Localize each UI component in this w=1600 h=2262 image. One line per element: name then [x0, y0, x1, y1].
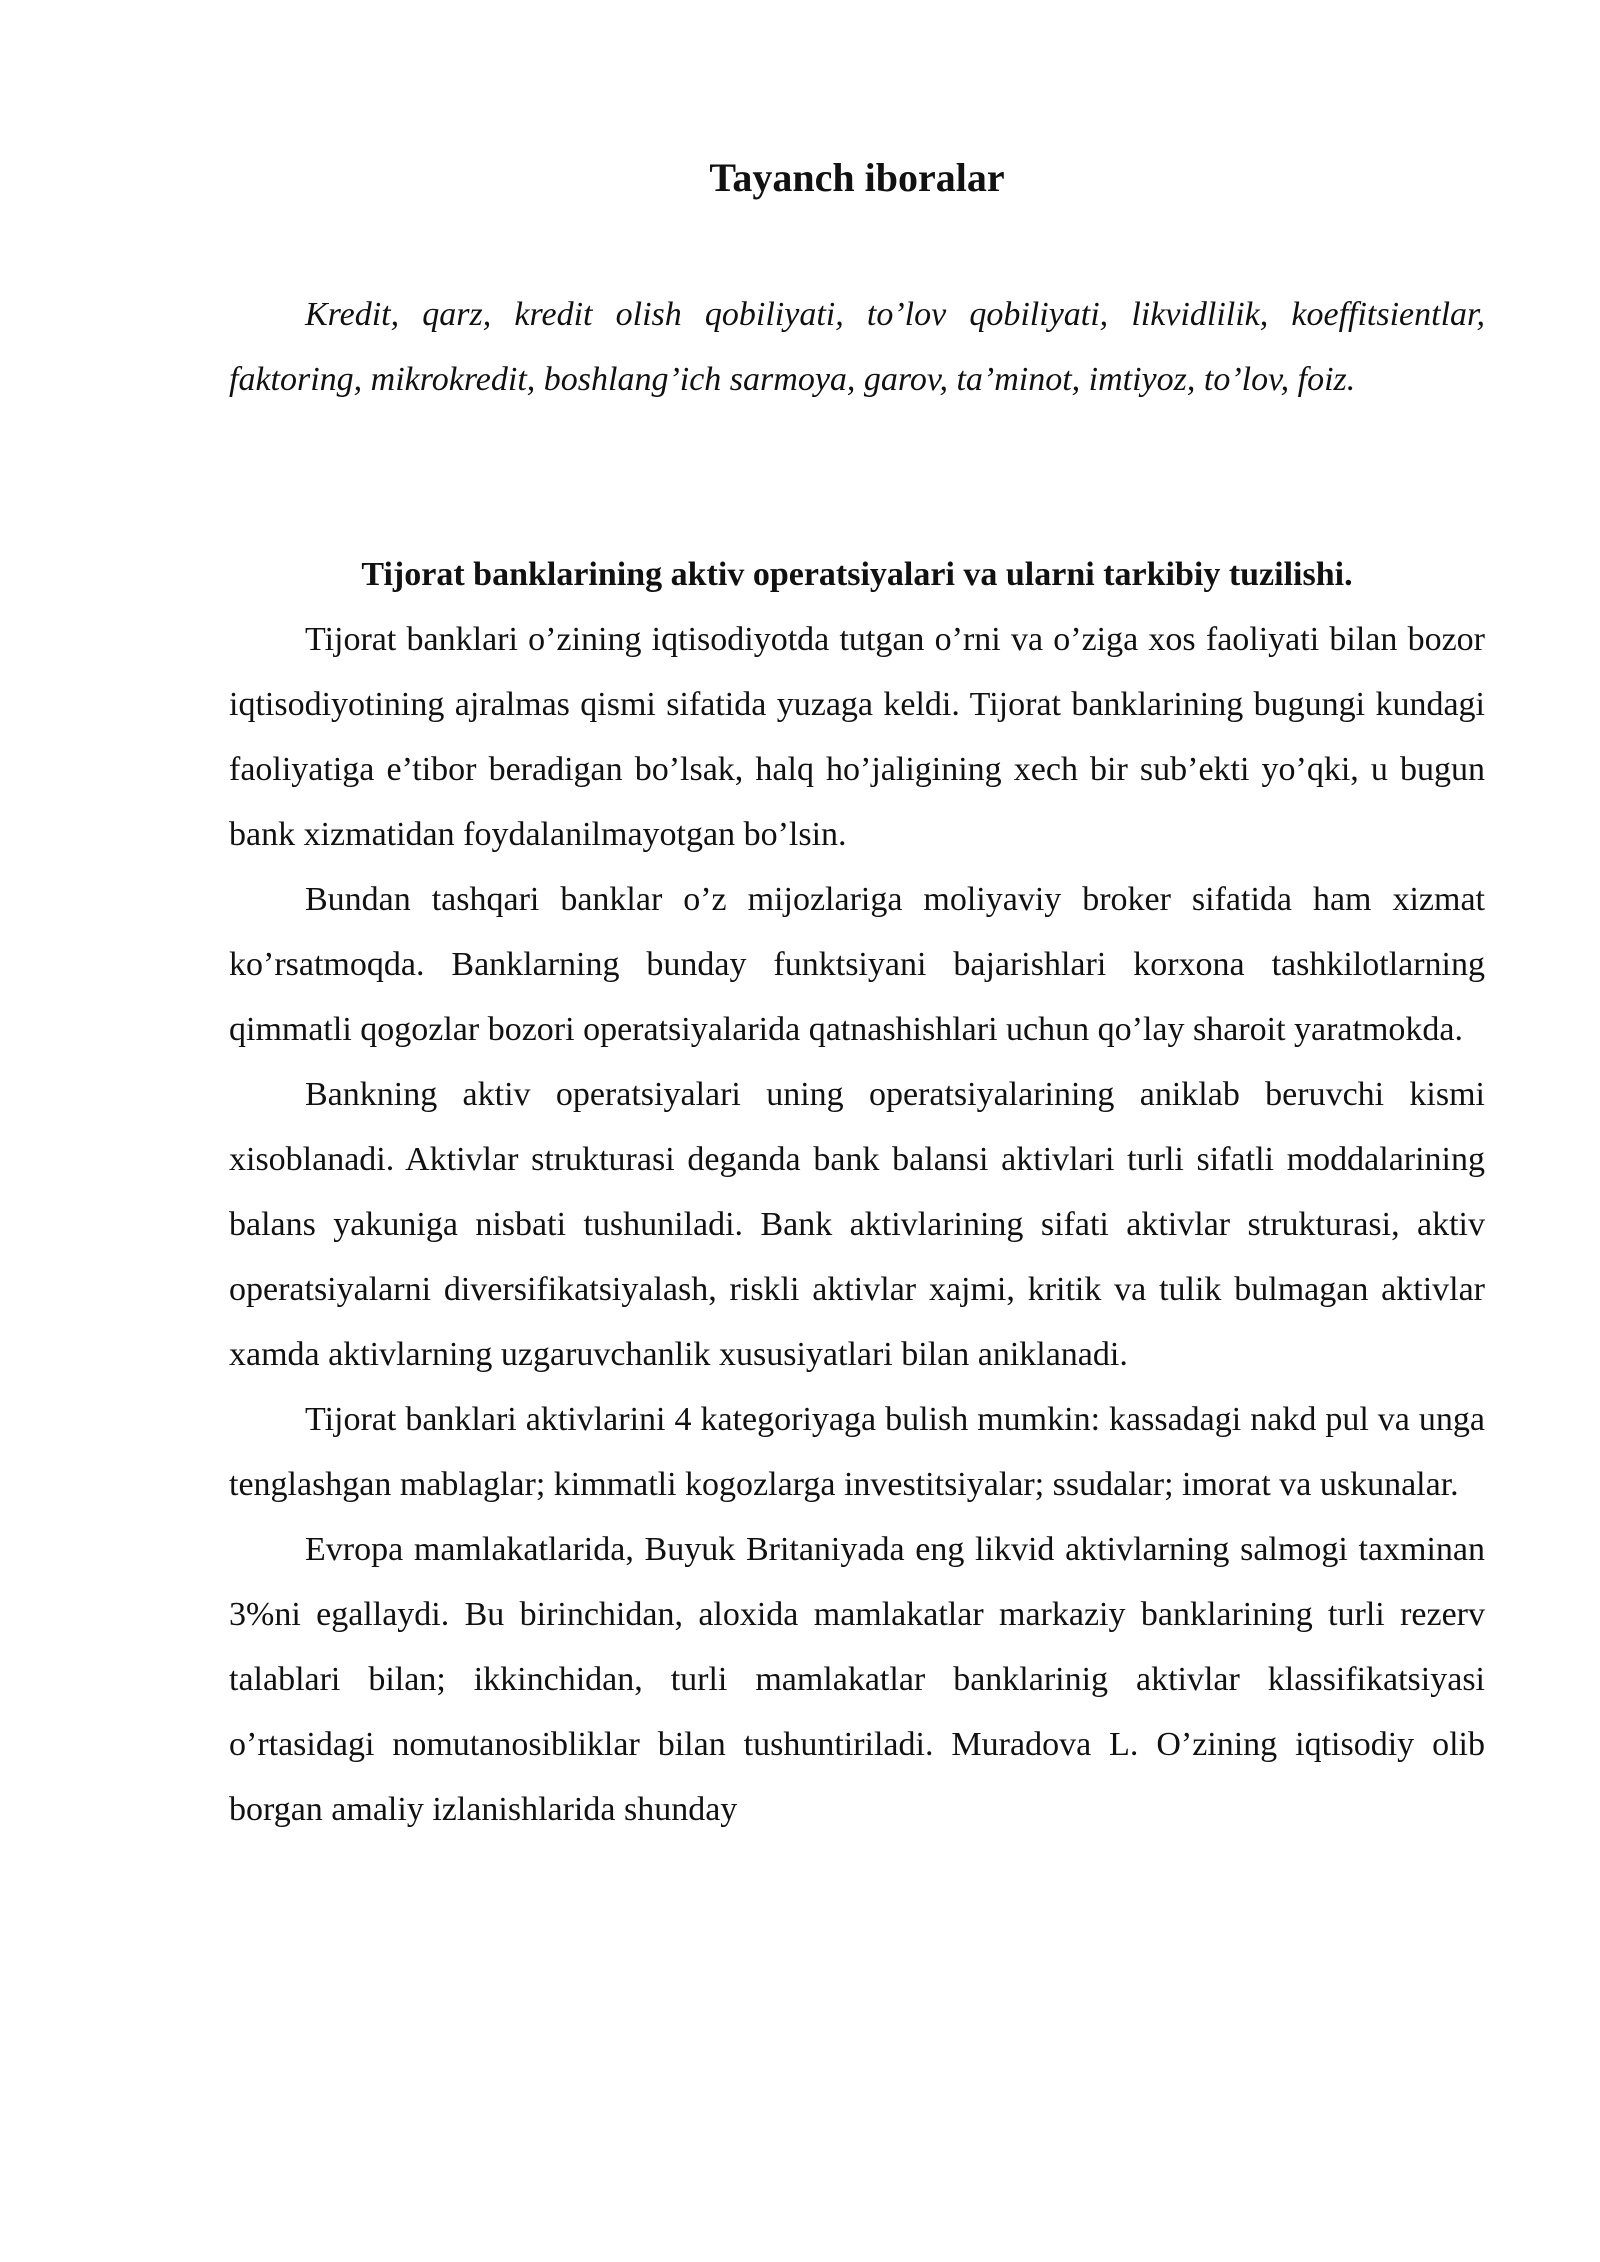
section-heading: Tijorat banklarining aktiv operatsiyalari va ularni tarkibiy tuzilishi.: [361, 556, 1353, 593]
page-title: Tayanch iboralar: [709, 155, 1005, 200]
paragraph-4: Tijorat banklari aktivlarini 4 kategoriyaga bulish mumkin: kassadagi nakd pul va unga tenglashgan mablaglar; kimmatli kogozlarga investitsiyalar; ssudalar; imorat va uskunalar.: [229, 1401, 1485, 1503]
keywords-paragraph: Kredit, qarz, kredit olish qobiliyati, to’lov qobiliyati, likvidlilik, koeffitsientlar, faktoring, mikrokredit, boshlang’ich sarmoya, garov, ta’minot, imtiyoz, to’lov, foiz.: [229, 296, 1485, 398]
paragraph-2: Bundan tashqari banklar o’z mijozlariga moliyaviy broker sifatida ham xizmat ko’rsatmoqda. Banklarning bunday funktsiyani bajarishlari korxona tashkilotlarning qimmatli qogozlar bozori operatsiyalarida qatnashishlari uchun qo’lay sharoit yaratmokda.: [229, 881, 1485, 1048]
paragraph-1: Tijorat banklari o’zining iqtisodiyotda tutgan o’rni va o’ziga xos faoliyati bilan bozor iqtisodiyotining ajralmas qismi sifatida yuzaga keldi. Tijorat banklarining bugungi kundagi faoliyatiga e’tibor beradigan bo’lsak, halq ho’jaligining xech bir sub’ekti yo’qki, u bugun bank xizmatidan foydalanilmayotgan bo’lsin.: [229, 621, 1485, 853]
paragraph-3: Bankning aktiv operatsiyalari uning operatsiyalarining aniklab beruvchi kismi xisoblanadi. Aktivlar strukturasi deganda bank balansi aktivlari turli sifatli moddalarining balans yakuniga nisbati tushuniladi. Bank aktivlarining sifati aktivlar strukturasi, aktiv operatsiyalarni diversifikatsiyalash, riskli aktivlar xajmi, kritik va tulik bulmagan aktivlar xamda aktivlarning uzgaruvchanlik xususiyatlari bilan aniklanadi.: [229, 1076, 1485, 1373]
body-text: [229, 607, 1485, 1842]
document-page: [229, 0, 1485, 2262]
paragraph-5: Evropa mamlakatlarida, Buyuk Britaniyada eng likvid aktivlarning salmogi taxminan 3%ni egallaydi. Bu birinchidan, aloxida mamlakatlar markaziy banklarining turli rezerv talablari bilan; ikkinchidan, turli mamlakatlar banklarinig aktivlar klassifikatsiyasi o’rtasidagi nomutanosibliklar bilan tushuntiriladi. Muradova L. O’zining iqtisodiy olib borgan amaliy izlanishlarida shunday: [229, 1531, 1485, 1828]
